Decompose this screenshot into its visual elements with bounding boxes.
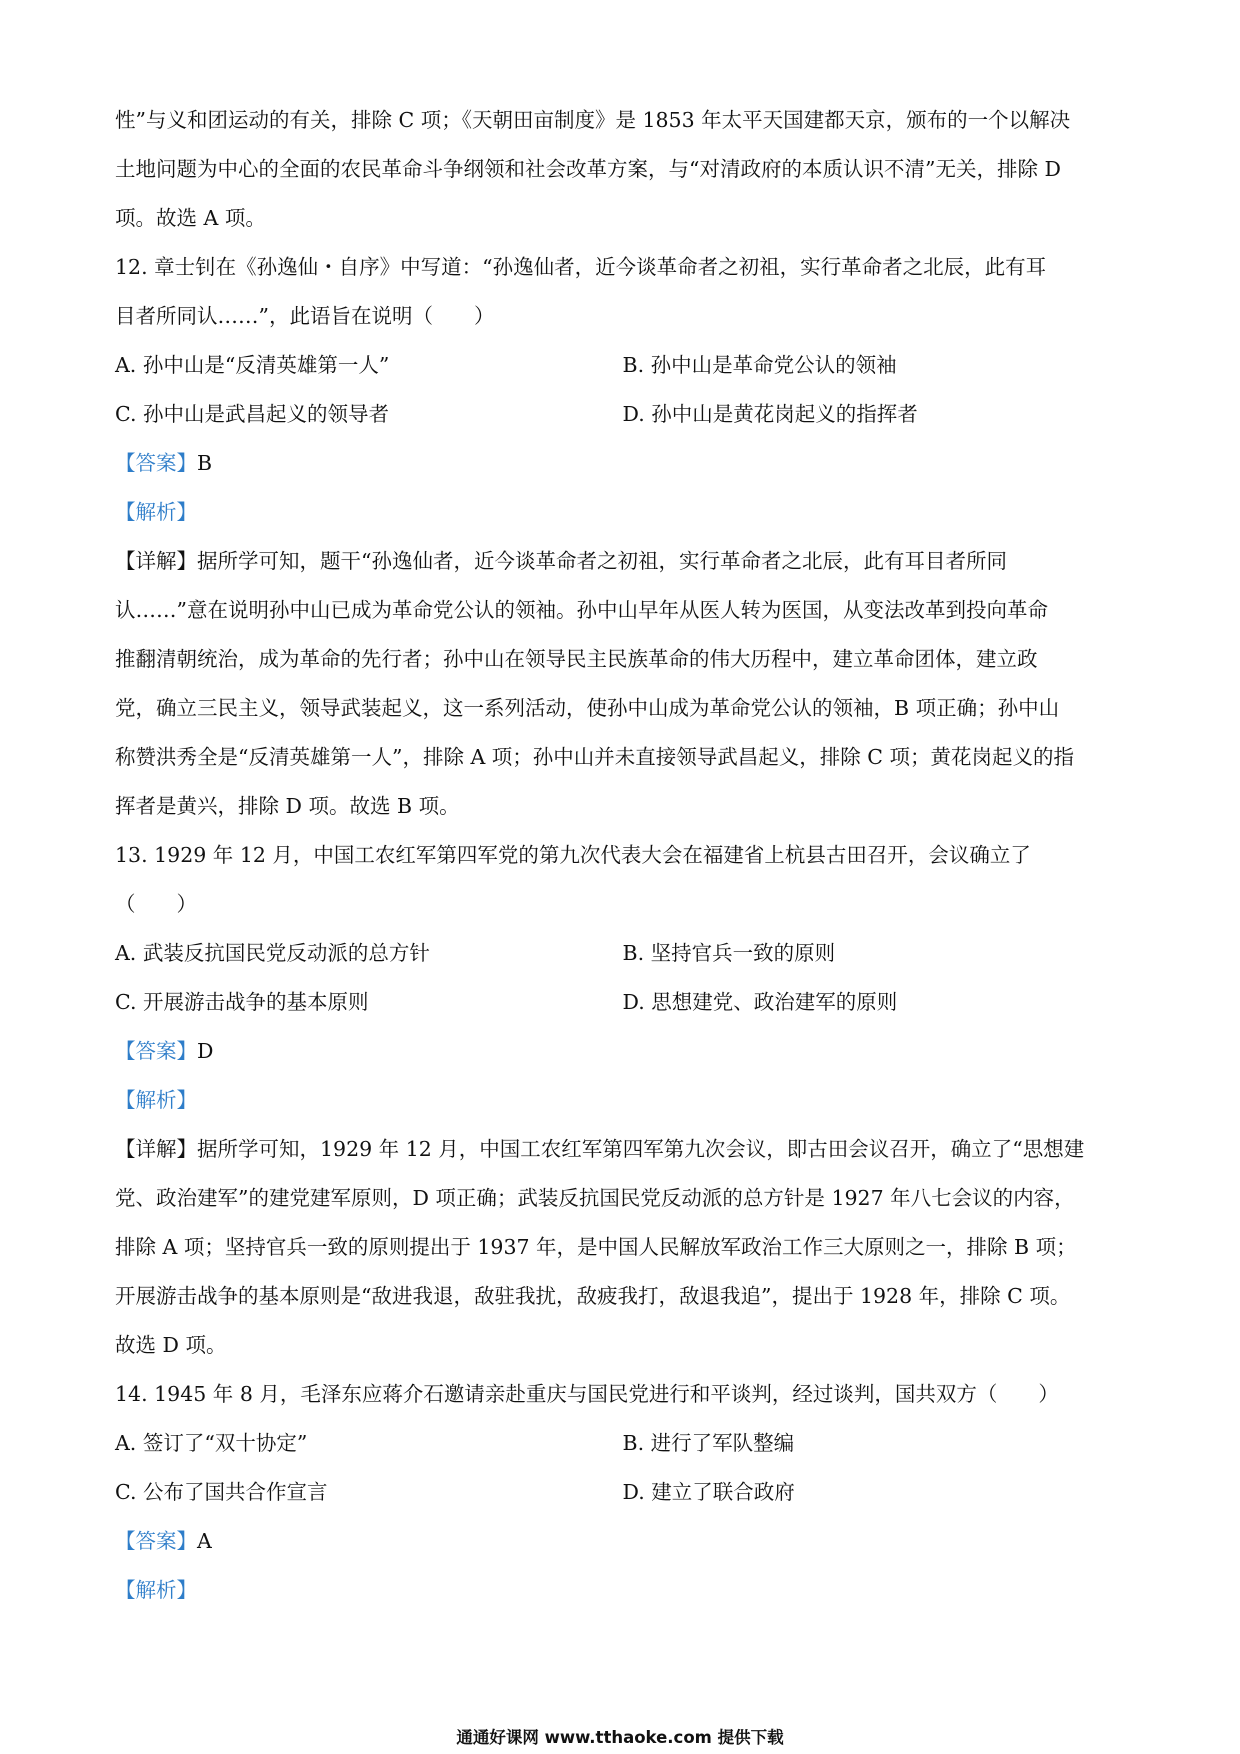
analysis-line [115,1566,1130,1615]
option-d: D. 建立了联合政府 [622,1480,795,1504]
question-12-stem: 目者所同认……”，此语旨在说明（ ） [115,304,495,328]
option-a: A. 孙中山是“反清英雄第一人” [115,353,390,377]
answer-line [115,1517,1130,1566]
question-14-options-row [115,1468,1130,1517]
option-b: B. 孙中山是革命党公认的领袖 [622,353,897,377]
question-12-stem: 12. 章士钊在《孙逸仙・自序》中写道：“孙逸仙者，近今谈革命者之初祖，实行革命者之北辰，此有耳 [115,255,1047,279]
detail-line: 开展游击战争的基本原则是“敌进我退，敌驻我扰，敌疲我打，敌退我追”，提出于 1928 年，排除 C 项。 [115,1284,1071,1308]
paragraph-line: 项。故选 A 项。 [115,206,266,230]
question-14-stem: 14. 1945 年 8 月，毛泽东应蒋介石邀请亲赴重庆与国民党进行和平谈判，经过谈判，国共双方（ ） [115,1382,1059,1406]
answer-label: 【答案】 [115,1529,197,1553]
detail-text: 据所学可知，1929 年 12 月，中国工农红军第四军第九次会议，即古田会议召开，确立了“思想建 [197,1137,1085,1161]
answer-value: D [197,1039,214,1063]
detail-text: 据所学可知，题干“孙逸仙者，近今谈革命者之初祖，实行革命者之北辰，此有耳目者所同 [197,549,1007,573]
detail-line: 认……”意在说明孙中山已成为革命党公认的领袖。孙中山早年从医人转为医国，从变法改革到投向革命 [115,598,1048,622]
detail-line: 故选 D 项。 [115,1333,227,1357]
question-14-options-row [115,1419,1130,1468]
question-13-options-row [115,978,1130,1027]
answer-label: 【答案】 [115,1039,197,1063]
detail-line: 排除 A 项；坚持官兵一致的原则提出于 1937 年，是中国人民解放军政治工作三大原则之一，排除 B 项； [115,1235,1077,1259]
answer-line [115,1027,1130,1076]
paragraph-line: 土地问题为中心的全面的农民革命斗争纲领和社会改革方案，与“对清政府的本质认识不清”无关，排除 D [115,157,1061,181]
question-12-options-row [115,390,1130,439]
detail-line [115,537,1130,586]
option-d: D. 思想建党、政治建军的原则 [622,990,898,1014]
detail-line: 称赞洪秀全是“反清英雄第一人”，排除 A 项；孙中山并未直接领导武昌起义，排除 C 项；黄花岗起义的指 [115,745,1075,769]
option-a: A. 签订了“双十协定” [115,1431,308,1455]
option-b: B. 进行了军队整编 [622,1431,795,1455]
option-c: C. 开展游击战争的基本原则 [115,990,369,1014]
question-13-options-row [115,929,1130,978]
question-13-stem: 13. 1929 年 12 月，中国工农红军第四军党的第九次代表大会在福建省上杭县古田召开，会议确立了 [115,843,1031,867]
analysis-label: 【解析】 [115,500,197,524]
question-12-options-row [115,341,1130,390]
page-footer: 通通好课网 www.tthaoke.com 提供下载 [456,1728,784,1747]
analysis-label: 【解析】 [115,1578,197,1602]
detail-label: 【详解】 [115,549,197,573]
question-13-stem: （ ） [115,892,197,916]
paragraph-line: 性”与义和团运动的有关，排除 C 项；《天朝田亩制度》是 1853 年太平天国建都天京，颁布的一个以解决 [115,108,1071,132]
detail-line: 党，确立三民主义，领导武装起义，这一系列活动，使孙中山成为革命党公认的领袖，B 项正确；孙中山 [115,696,1060,720]
option-d: D. 孙中山是黄花岗起义的指挥者 [622,402,918,426]
answer-value: A [197,1529,212,1553]
detail-label: 【详解】 [115,1137,197,1161]
detail-line: 推翻清朝统治，成为革命的先行者；孙中山在领导民主民族革命的伟大历程中，建立革命团体，建立政 [115,647,1038,671]
answer-value: B [197,451,213,475]
analysis-line [115,488,1130,537]
analysis-label: 【解析】 [115,1088,197,1112]
option-c: C. 公布了国共合作宣言 [115,1480,328,1504]
detail-line [115,1125,1130,1174]
option-b: B. 坚持官兵一致的原则 [622,941,836,965]
option-c: C. 孙中山是武昌起义的领导者 [115,402,389,426]
detail-line: 挥者是黄兴，排除 D 项。故选 B 项。 [115,794,460,818]
answer-label: 【答案】 [115,451,197,475]
detail-line: 党、政治建军”的建党建军原则，D 项正确；武装反抗国民党反动派的总方针是 1927 年八七会议的内容， [115,1186,1075,1210]
analysis-line [115,1076,1130,1125]
answer-line [115,439,1130,488]
option-a: A. 武装反抗国民党反动派的总方针 [115,941,430,965]
